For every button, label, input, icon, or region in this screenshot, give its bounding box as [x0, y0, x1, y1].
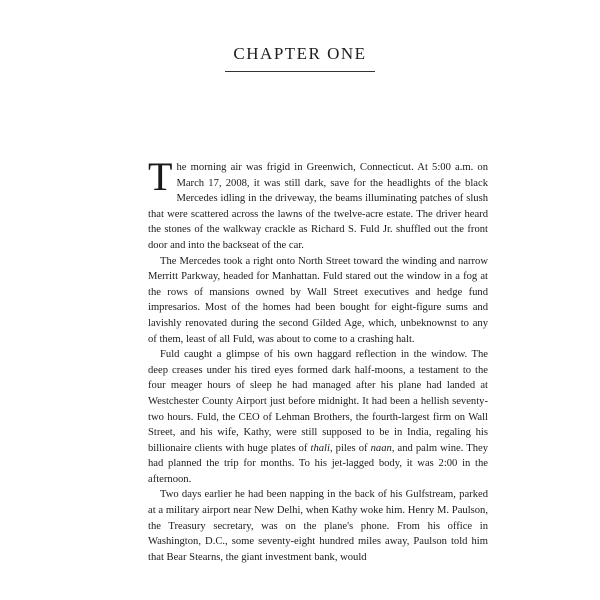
drop-cap: T	[148, 154, 173, 199]
title-rule	[225, 71, 375, 72]
paragraph-3-italic-naan: naan	[370, 442, 392, 454]
paragraph-4: Two days earlier he had been napping in the back of his Gulfstream, parked at a military airport near New Delhi, when Kathy woke him. Henry M. Paulson, the Treasury secretary, was on the plane's phone. From his office in Washington, D.C., some seventy-eight hundred miles away, Paulson told him that Bear Stearns, the giant investment bank, would	[148, 489, 488, 563]
paragraph-3-text-b: , piles of	[329, 442, 371, 454]
chapter-title: CHAPTER ONE	[233, 44, 367, 63]
paragraph-1-text: he morning air was frigid in Greenwich, Connecticut. At 5:00 a.m. on March 17, 2008, it was still dark, save for the headlights of the black Mercedes idling in the driveway, the beams illuminating patches of slush that were scattered across the lawns of the twelve-acre estate. The driver heard the stones of the walkway crackle as Richard S. Fuld Jr. shuffled out the front door and into the backseat of the car.	[148, 162, 488, 251]
paragraph-1	[148, 154, 488, 254]
paragraph-3	[148, 347, 488, 487]
paragraph-3-italic-thali: thali	[310, 442, 330, 454]
paragraph-3-text-a: Fuld caught a glimpse of his own haggard reflection in the window. The deep creases under his tired eyes formed dark half-moons, a testament to the four meager hours of sleep he had managed after his plane had landed at Westchester County Airport just before midnight. It had been a hellish seventy-two hours. Fuld, the CEO of Lehman Brothers, the fourth-largest firm on Wall Street, and his wife, Kathy, were still supposed to be in India, regaling his billionaire clients with huge plates of	[148, 349, 488, 454]
paragraph-2: The Mercedes took a right onto North Street toward the winding and narrow Merritt Parkway, headed for Manhattan. Fuld stared out the window in a fog at the rows of mansions owned by Wall Street executives and hedge fund impresarios. Most of the homes had been bought for eight-figure sums and lavishly renovated during the second Gilded Age, which, unbeknownst to any of them, least of all Fuld, was about to come to a crashing halt.	[148, 255, 488, 345]
chapter-body	[148, 154, 488, 565]
paragraph-3-text-c: , and palm wine. They had planned the trip for months. To his jet-lagged body, it was 2:00 in the afternoon.	[148, 442, 488, 485]
